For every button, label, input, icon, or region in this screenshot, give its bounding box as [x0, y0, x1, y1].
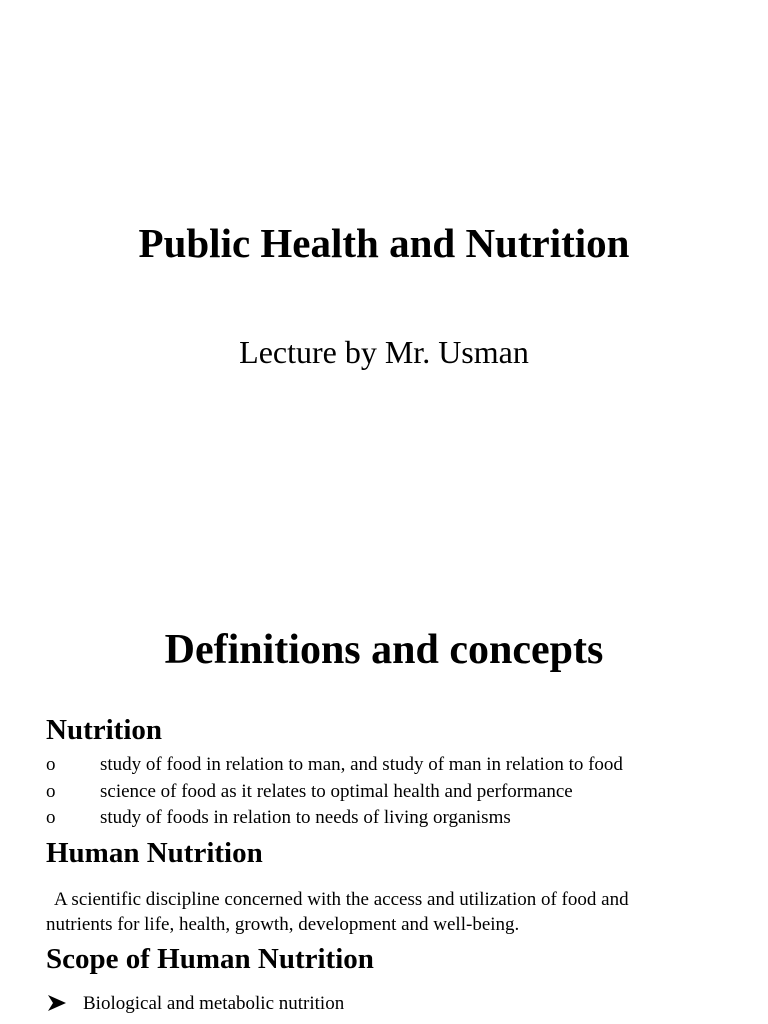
paragraph-line: A scientific discipline concerned with the access and utilization of food and: [54, 889, 629, 910]
section-heading: Definitions and concepts: [164, 627, 604, 673]
paragraph-line: nutrients for life, health, growth, development and well-being.: [46, 914, 520, 935]
list-item-text: science of food as it relates to optimal health and performance: [100, 780, 573, 802]
nutrition-heading: Nutrition: [46, 714, 162, 746]
scope-heading: Scope of Human Nutrition: [46, 943, 374, 975]
list-item-text: Biological and metabolic nutrition: [83, 993, 345, 1014]
page-title: Public Health and Nutrition: [138, 220, 630, 266]
page-subtitle: Lecture by Mr. Usman: [239, 334, 529, 370]
list-item-text: study of food in relation to man, and study of man in relation to food: [100, 754, 623, 775]
circle-bullet-icon: o: [46, 754, 56, 775]
list-item-text: study of foods in relation to needs of living organisms: [100, 807, 511, 828]
human-nutrition-heading: Human Nutrition: [46, 837, 263, 869]
human-nutrition-paragraph: [46, 887, 706, 937]
circle-bullet-icon: o: [46, 807, 56, 828]
arrowhead-bullet-icon: [46, 992, 68, 1014]
circle-bullet-icon: o: [46, 780, 56, 802]
